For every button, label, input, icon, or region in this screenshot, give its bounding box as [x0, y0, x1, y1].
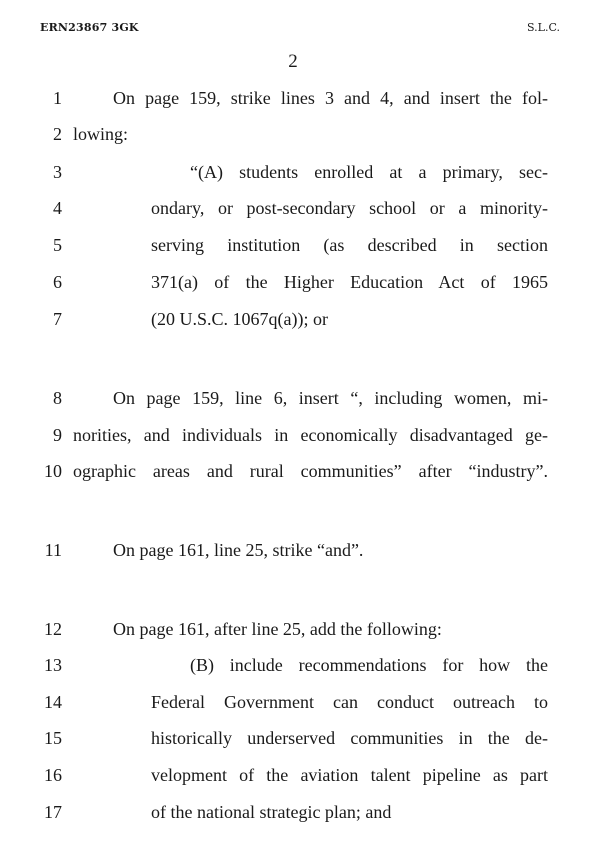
line-text: On page 159, strike lines 3 and 4, and insert the fol-	[113, 88, 548, 108]
text-line	[0, 193, 600, 223]
line-number: 17	[44, 802, 62, 822]
line-number: 9	[53, 425, 62, 445]
text-line	[0, 119, 600, 149]
line-number: 16	[44, 765, 62, 785]
text-line	[0, 383, 600, 413]
text-line	[0, 614, 600, 644]
line-number: 14	[44, 692, 62, 712]
text-line	[0, 304, 600, 334]
page-number: 2	[288, 51, 298, 72]
document-header-id: ERN23867 3GK	[40, 21, 139, 34]
text-line	[0, 267, 600, 297]
text-line	[0, 687, 600, 717]
text-line	[0, 83, 600, 113]
line-number: 7	[53, 309, 62, 329]
line-text: of the national strategic plan; and	[151, 802, 392, 822]
line-text: ondary, or post-secondary school or a minority-	[151, 198, 548, 218]
line-text: serving institution (as described in section	[151, 235, 548, 255]
line-number: 4	[53, 198, 62, 218]
line-number: 12	[44, 619, 62, 639]
line-text: “(A) students enrolled at a primary, sec-	[190, 162, 548, 182]
line-number: 3	[53, 162, 62, 182]
line-text: On page 159, line 6, insert “, including women, mi-	[113, 388, 548, 408]
line-text: (B) include recommendations for how the	[190, 655, 548, 675]
line-number: 8	[53, 388, 62, 408]
line-text: historically underserved communities in the de-	[151, 728, 548, 748]
line-text: ographic areas and rural communities” after “industry”.	[73, 461, 548, 481]
text-line	[0, 723, 600, 753]
line-text: (20 U.S.C. 1067q(a)); or	[151, 309, 328, 329]
line-text: velopment of the aviation talent pipeline as part	[151, 765, 548, 785]
line-number: 10	[44, 461, 62, 481]
line-number: 5	[53, 235, 62, 255]
line-number: 11	[44, 540, 62, 560]
line-number: 1	[53, 88, 62, 108]
line-text: On page 161, after line 25, add the following:	[113, 619, 442, 639]
text-line	[0, 797, 600, 827]
document-header-slc: S.L.C.	[527, 21, 560, 34]
line-text: Federal Government can conduct outreach to	[151, 692, 548, 712]
line-number: 15	[44, 728, 62, 748]
text-line	[0, 760, 600, 790]
line-text: On page 161, line 25, strike “and”.	[113, 540, 364, 560]
text-line	[0, 157, 600, 187]
text-line	[0, 535, 600, 565]
line-number: 6	[53, 272, 62, 292]
line-number: 2	[53, 124, 62, 144]
text-line	[0, 650, 600, 680]
text-line	[0, 230, 600, 260]
line-number: 13	[44, 655, 62, 675]
line-text: lowing:	[73, 124, 129, 144]
line-text: 371(a) of the Higher Education Act of 1965	[151, 272, 548, 292]
text-line	[0, 420, 600, 450]
text-line	[0, 456, 600, 486]
line-text: norities, and individuals in economically disadvantaged ge-	[73, 425, 548, 445]
